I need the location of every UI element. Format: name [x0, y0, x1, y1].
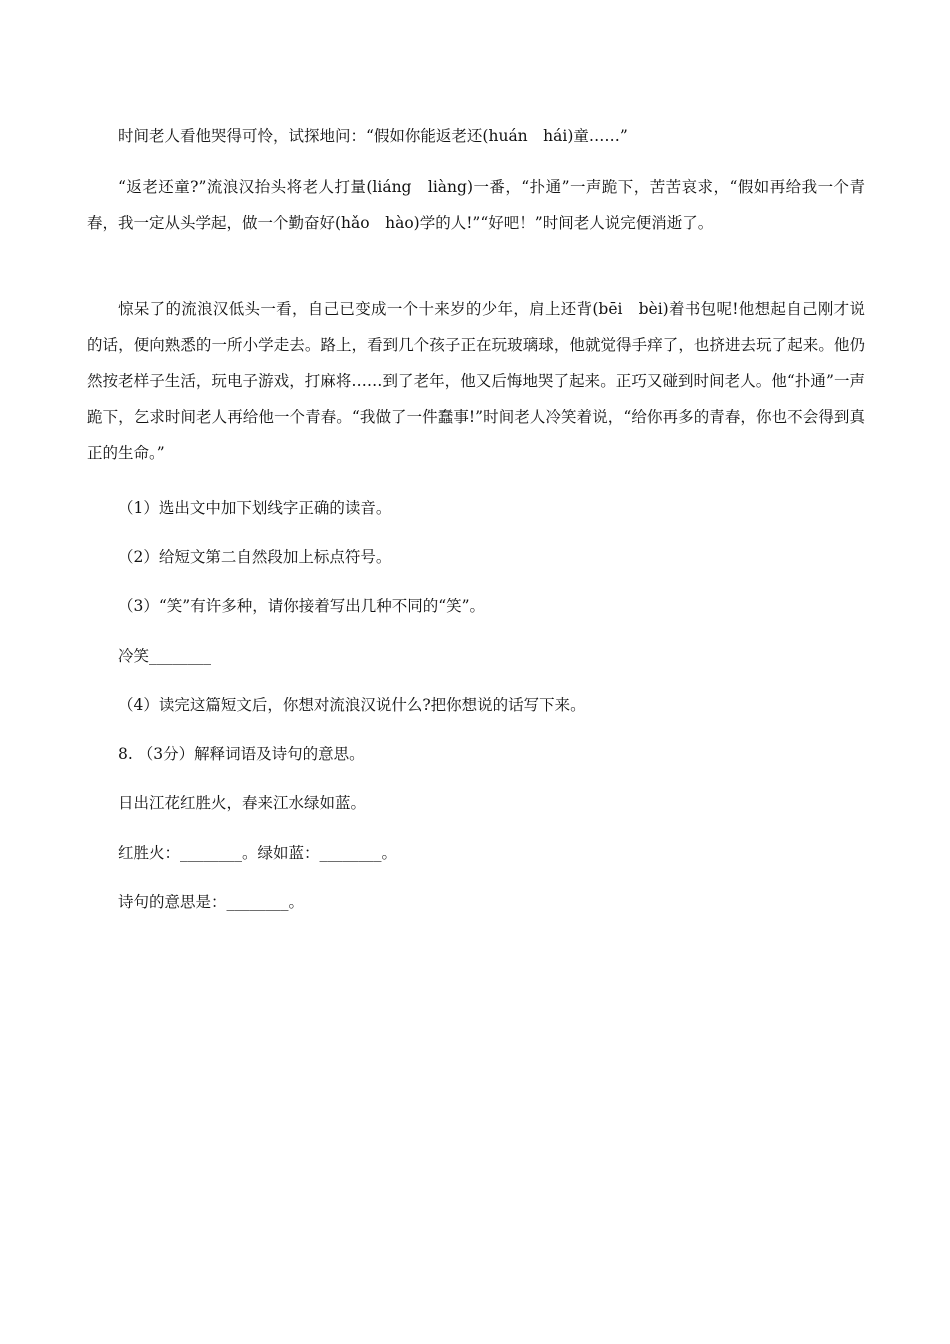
poem-meaning-line: 诗句的意思是：________。 — [118, 893, 305, 911]
passage-paragraph-3: 惊呆了的流浪汉低头一看，自己已变成一个十来岁的少年，肩上还背(bēi bèi)着书包呢!他想起自己刚才说的话，便向熟悉的一所小学走去。路上，看到几个孩子正在玩玻璃球，他就觉得手痒了，也挤进去玩了起来。他仍然按老样子生活，玩电子游戏，打麻将……到了老年，他又后悔地哭了起来。正巧又碰到时间老人。他“扑通”一声跪下，乞求时间老人再给他一个青春。“我做了一件蠢事!”时间老人冷笑着说，“给你再多的青春，你也不会得到真正的生命。” — [87, 300, 865, 462]
poem-line: 日出江花红胜火，春来江水绿如蓝。 — [118, 794, 367, 812]
question-3-answer-line: 冷笑________ — [118, 647, 212, 665]
question-2: （2）给短文第二自然段加上标点符号。 — [118, 548, 392, 566]
question-8-title: 8. （3分）解释词语及诗句的意思。 — [118, 745, 365, 763]
word-explanation-line: 红胜火：________。绿如蓝：________。 — [118, 844, 398, 862]
passage-paragraph-2: “返老还童?”流浪汉抬头将老人打量(liáng liàng)一番，“扑通”一声跪下，苦苦哀求，“假如再给我一个青春，我一定从头学起，做一个勤奋好(hǎo hào)学的人!”“好吧！”时间老人说完便消逝了。 — [87, 178, 865, 232]
question-3: （3）“笑”有许多种，请你接着写出几种不同的“笑”。 — [118, 597, 486, 615]
passage-paragraph-1: 时间老人看他哭得可怜，试探地问：“假如你能返老还(huán hái)童……” — [118, 127, 628, 145]
question-4: （4）读完这篇短文后，你想对流浪汉说什么?把你想说的话写下来。 — [118, 696, 586, 714]
question-1: （1）选出文中加下划线字正确的读音。 — [118, 499, 392, 517]
